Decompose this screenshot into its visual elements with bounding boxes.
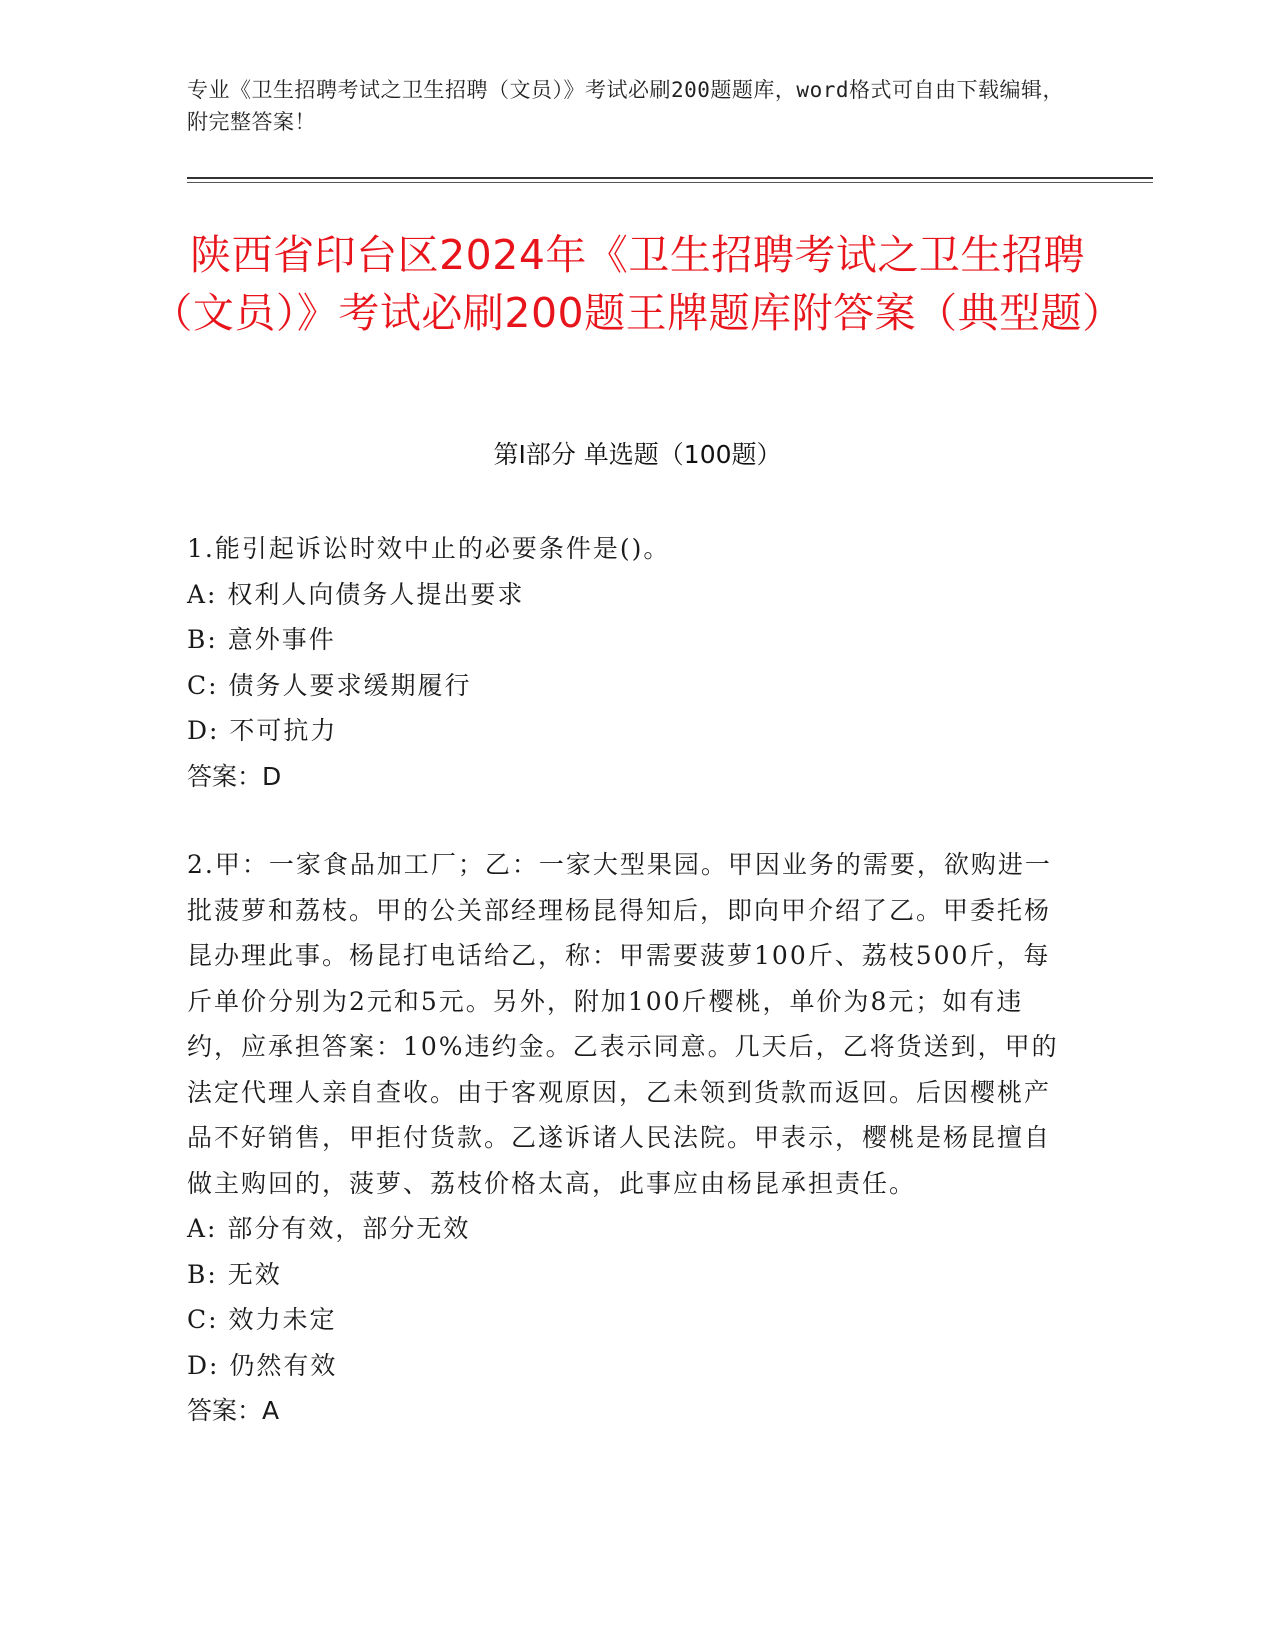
header-note: 专业《卫生招聘考试之卫生招聘（文员）》考试必刷200题题库，word格式可自由下载编辑，附完整答案！ <box>187 78 1064 134</box>
header-divider-thick <box>187 177 1153 179</box>
option-b: B: 意外事件 <box>187 625 336 654</box>
option-a: A: 权利人向债务人提出要求 <box>187 579 525 609</box>
option-d: D: 仍然有效 <box>187 1350 338 1380</box>
question-2 <box>187 842 1067 1434</box>
question-stem: 1.能引起诉讼时效中止的必要条件是()。 <box>187 534 671 563</box>
option-a: A: 部分有效，部分无效 <box>187 1214 471 1243</box>
answer-label: 答案：A <box>187 1396 280 1425</box>
section-heading: 第I部分 单选题（100题） <box>493 440 782 469</box>
option-c: C: 债务人要求缓期履行 <box>187 670 472 700</box>
document-title: 陕西省印台区2024年《卫生招聘考试之卫生招聘（文员）》考试必刷200题王牌题库附答案（典型题） <box>151 231 1124 337</box>
question-stem: 2.甲：一家食品加工厂；乙：一家大型果园。甲因业务的需要，欲购进一批菠萝和荔枝。甲的公关部经理杨昆得知后，即向甲介绍了乙。甲委托杨昆办理此事。杨昆打电话给乙，称：甲需要菠萝100斤、荔枝500斤，每斤单价分别为2元和5元。另外，附加100斤樱桃，单价为8元；如有违约，应承担答案：10%违约金。乙表示同意。几天后，乙将货送到，甲的法定代理人亲自查收。由于客观原因，乙未领到货款而返回。后因樱桃产品不好销售，甲拒付货款。乙遂诉诸人民法院。甲表示，樱桃是杨昆擅自做主购回的，菠萝、荔枝价格太高，此事应由杨昆承担责任。 <box>187 850 1059 1198</box>
answer-label: 答案：D <box>187 761 282 791</box>
question-1 <box>187 526 1067 799</box>
header-divider-thin <box>187 182 1153 183</box>
option-b: B: 无效 <box>187 1259 282 1289</box>
option-c: C: 效力未定 <box>187 1305 337 1334</box>
option-d: D: 不可抗力 <box>187 716 338 745</box>
